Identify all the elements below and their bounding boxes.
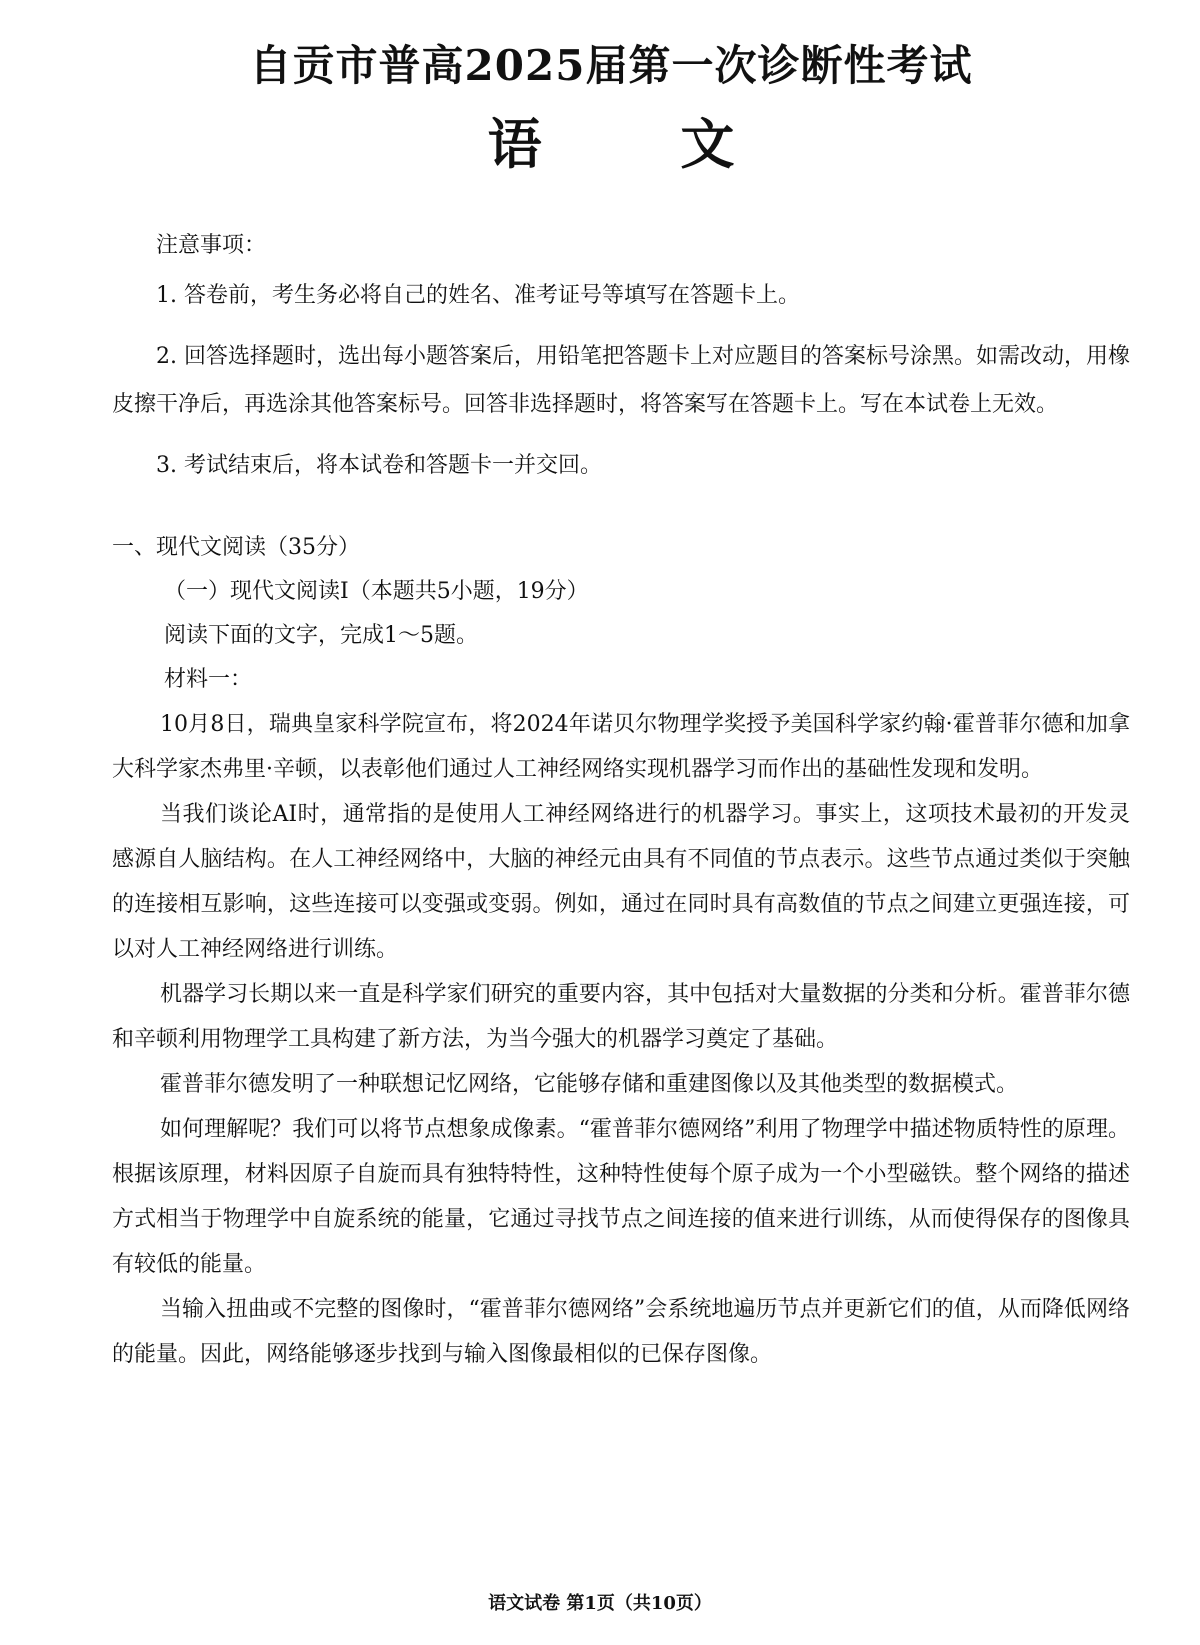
subject-title: 语 文 bbox=[487, 112, 795, 176]
exam-title: 自贡市普高2025届第一次诊断性考试 bbox=[249, 41, 973, 90]
passage-paragraph: 10月8日，瑞典皇家科学院宣布，将2024年诺贝尔物理学奖授予美国科学家约翰·霍普菲尔德和加拿大科学家杰弗里·辛顿，以表彰他们通过人工神经网络实现机器学习而作出的基础性发现和发明。 bbox=[112, 712, 1130, 782]
notice-item: 2. 回答选择题时，选出每小题答案后，用铅笔把答题卡上对应题目的答案标号涂黑。如需改动，用橡皮擦干净后，再选涂其他答案标号。回答非选择题时，将答案写在答题卡上。写在本试卷上无效。 bbox=[112, 344, 1130, 417]
reading-passage bbox=[112, 702, 1130, 1377]
notice-item: 1. 答卷前，考生务必将自己的姓名、准考证号等填写在答题卡上。 bbox=[156, 283, 800, 308]
reading-instruction: 阅读下面的文字，完成1～5题。 bbox=[164, 623, 478, 648]
passage-paragraph: 机器学习长期以来一直是科学家们研究的重要内容，其中包括对大量数据的分类和分析。霍普菲尔德和辛顿利用物理学工具构建了新方法，为当今强大的机器学习奠定了基础。 bbox=[112, 982, 1130, 1052]
notice-section bbox=[112, 234, 1130, 490]
material-label: 材料一： bbox=[164, 667, 253, 692]
passage-paragraph: 霍普菲尔德发明了一种联想记忆网络，它能够存储和重建图像以及其他类型的数据模式。 bbox=[160, 1072, 1019, 1097]
passage-paragraph: 当我们谈论AI时，通常指的是使用人工神经网络进行的机器学习。事实上，这项技术最初的开发灵感源自人脑结构。在人工神经网络中，大脑的神经元由具有不同值的节点表示。这些节点通过类似于突触的连接相互影响，这些连接可以变强或变弱。例如，通过在同时具有高数值的节点之间建立更强连接，可以对人工神经网络进行训练。 bbox=[112, 802, 1130, 962]
section-heading: 一、现代文阅读（35分） bbox=[112, 535, 360, 560]
page-footer: 语文试卷 第1页（共10页） bbox=[488, 1593, 712, 1614]
notice-heading: 注意事项： bbox=[156, 233, 267, 258]
passage-paragraph: 当输入扭曲或不完整的图像时，“霍普菲尔德网络”会系统地遍历节点并更新它们的值，从而降低网络的能量。因此，网络能够逐步找到与输入图像最相似的已保存图像。 bbox=[112, 1297, 1130, 1367]
subsection-heading: （一）现代文阅读Ⅰ（本题共5小题，19分） bbox=[164, 579, 589, 604]
notice-item: 3. 考试结束后，将本试卷和答题卡一并交回。 bbox=[156, 453, 602, 478]
passage-paragraph: 如何理解呢？我们可以将节点想象成像素。“霍普菲尔德网络”利用了物理学中描述物质特性的原理。根据该原理，材料因原子自旋而具有独特特性，这种特性使每个原子成为一个小型磁铁。整个网络的描述方式相当于物理学中自旋系统的能量，它通过寻找节点之间连接的值来进行训练，从而使得保存的图像具有较低的能量。 bbox=[112, 1117, 1130, 1277]
